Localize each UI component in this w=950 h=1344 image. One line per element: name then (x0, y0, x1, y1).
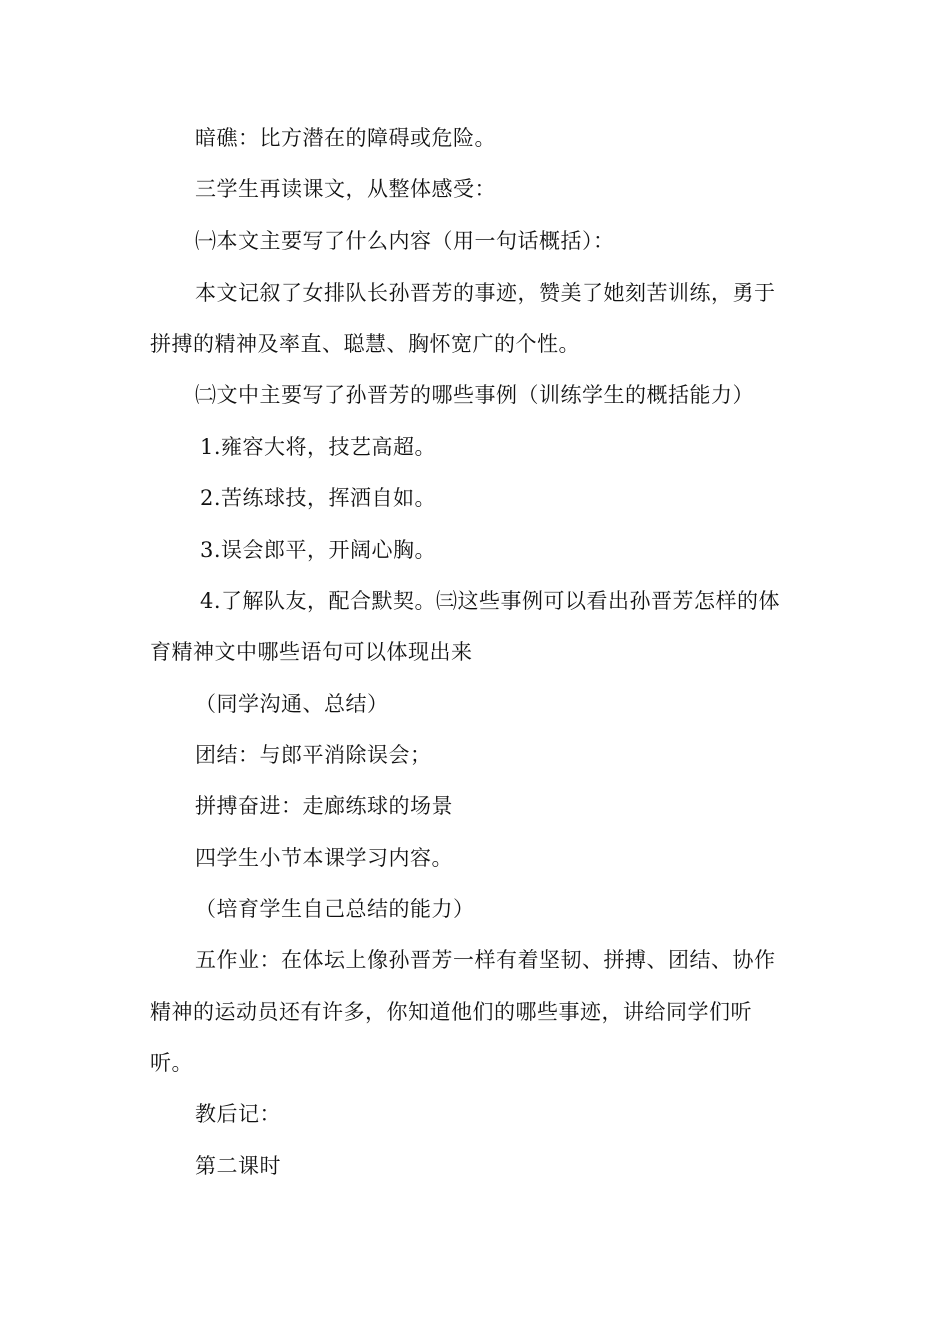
text-line-17: 五作业：在体坛上像孙晋芳一样有着坚韧、拼搏、团结、协作 (195, 948, 776, 972)
text-line-10: 4.了解队友，配合默契。㈢这些事例可以看出孙晋芳怎样的体 (200, 589, 781, 613)
text-line-15: 四学生小节本课学习内容。 (195, 846, 453, 870)
text-line-3: ㈠本文主要写了什么内容（用一句话概括）： (195, 229, 615, 253)
text-line-2: 三学生再读课文，从整体感受： (195, 177, 496, 201)
text-line-13: 团结：与郎平消除误会； (195, 743, 432, 767)
text-line-20: 教后记： (195, 1102, 281, 1126)
text-line-1: 暗礁：比方潜在的障碍或危险。 (195, 126, 496, 150)
text-line-5: 拼搏的精神及率直、聪慧、胸怀宽广的个性。 (150, 332, 580, 356)
text-line-19: 听。 (150, 1051, 193, 1075)
text-line-14: 拼搏奋进：走廊练球的场景 (195, 794, 453, 818)
text-line-21: 第二课时 (195, 1154, 281, 1178)
text-line-16: （培育学生自己总结的能力） (195, 897, 475, 921)
text-line-9: 3.误会郎平，开阔心胸。 (200, 538, 437, 562)
text-line-12: （同学沟通、总结） (195, 692, 389, 716)
text-line-6: ㈡文中主要写了孙晋芳的哪些事例（训练学生的概括能力） (195, 383, 754, 407)
text-line-8: 2.苦练球技，挥洒自如。 (200, 486, 437, 510)
text-line-4: 本文记叙了女排队长孙晋芳的事迹，赞美了她刻苦训练，勇于 (195, 281, 776, 305)
text-line-18: 精神的运动员还有许多，你知道他们的哪些事迹，讲给同学们听 (150, 1000, 752, 1024)
text-line-7: 1.雍容大将，技艺高超。 (200, 435, 437, 459)
text-line-11: 育精神文中哪些语句可以体现出来 (150, 640, 473, 664)
